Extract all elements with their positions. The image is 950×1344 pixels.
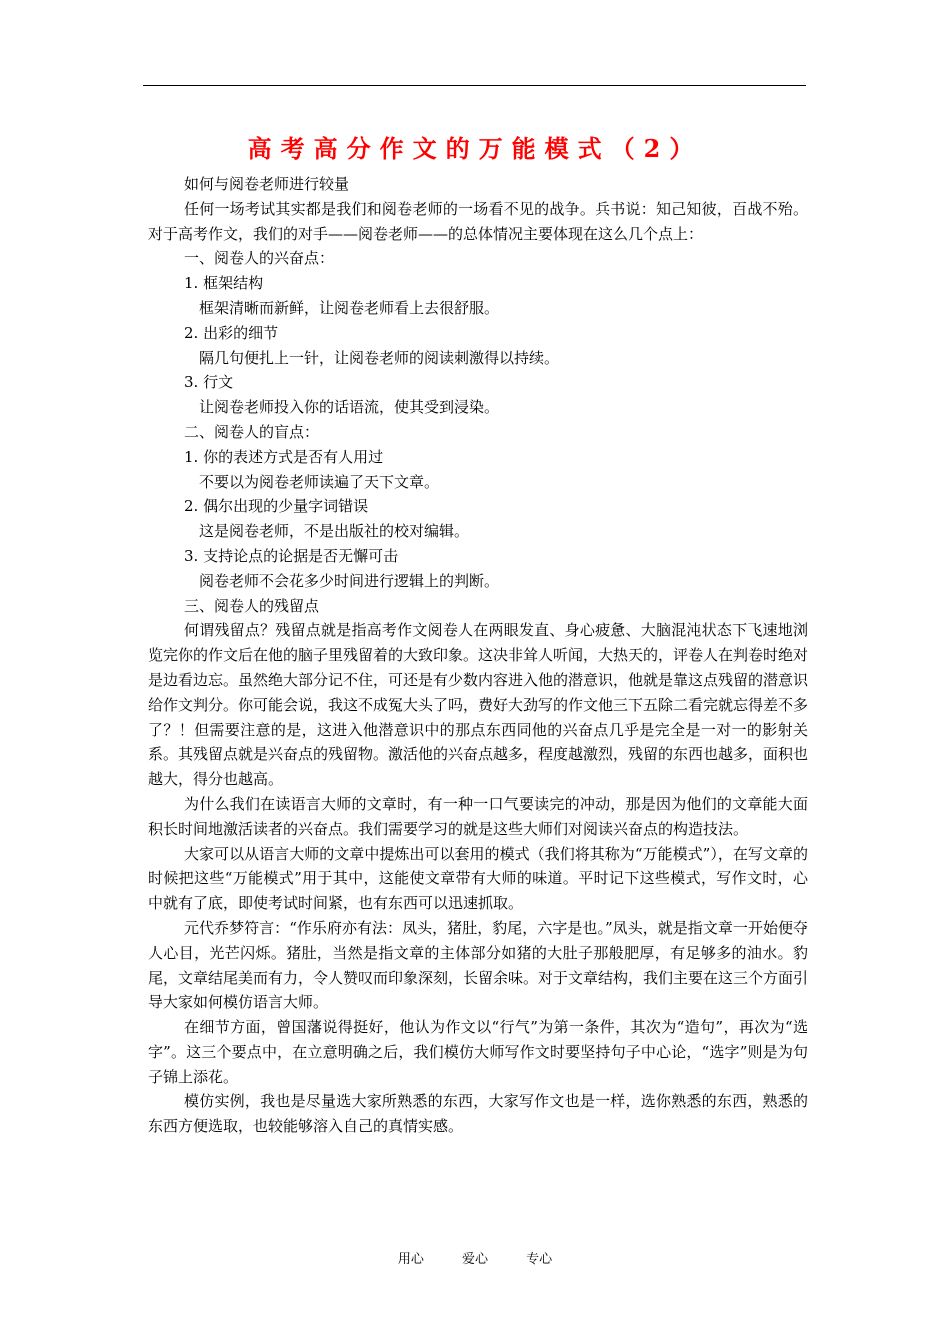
section-heading-2: 二、阅卷人的盲点： — [184, 422, 320, 441]
body-paragraph: 模仿实例，我也是尽量选大家所熟悉的东西，大家写作文也是一样，选你熟悉的东西，熟悉的东西方便选取，也较能够溶入自己的真情实感。 — [148, 1092, 808, 1136]
intro-paragraph: 任何一场考试其实都是我们和阅卷老师的一场看不见的战争。兵书说：知己知彼，百战不殆。对于高考作文，我们的对手——阅卷老师——的总体情况主要体现在这么几个点上： — [148, 199, 808, 243]
body-paragraph: 大家可以从语言大师的文章中提炼出可以套用的模式（我们将其称为“万能模式”），在写文章的时候把这些“万能模式”用于其中，这能使文章带有大师的味道。平时记下这些模式，写作文时，心中就有了底，即使考试时间紧，也有东西可以迅速抓取。 — [148, 844, 808, 913]
section2-item-3-desc: 阅卷老师不会花多少时间进行逻辑上的判断。 — [199, 571, 500, 590]
footer-text: 专心 — [526, 1252, 553, 1267]
document-title: 高考高分作文的万能模式（2） — [247, 134, 703, 163]
section2-item-1-label: 1. 你的表述方式是否有人用过 — [184, 447, 384, 466]
page-footer — [0, 1248, 950, 1267]
section-heading-3: 三、阅卷人的残留点 — [184, 596, 320, 615]
section1-item-3-label: 3. 行文 — [184, 373, 234, 392]
section2-item-2-desc: 这是阅卷老师，不是出版社的校对编辑。 — [199, 522, 470, 541]
subtitle: 如何与阅卷老师进行较量 — [184, 175, 350, 193]
body-paragraph: 元代乔梦符言：“作乐府亦有法：凤头，猪肚，豹尾，六字是也。”凤头，就是指文章一开始便夺人心目，光芒闪烁。猪肚，当然是指文章的主体部分如猪的大肚子那般肥厚，有足够多的油水。豹尾，文章结尾美而有力，令人赞叹而印象深刻，长留余味。对于文章结构，我们主要在这三个方面引导大家如何模仿语言大师。 — [148, 918, 809, 1012]
document-body — [148, 172, 808, 1139]
body-paragraph: 在细节方面，曾国藩说得挺好，他认为作文以“行气”为第一条件，其次为“造句”，再次为“选字”。这三个要点中，在立意明确之后，我们模仿大师写作文时要坚持句子中心论，“选字”则是为句子锦上添花。 — [148, 1018, 808, 1086]
section-heading-1: 一、阅卷人的兴奋点： — [184, 249, 335, 268]
section2-item-1-desc: 不要以为阅卷老师读遍了天下文章。 — [199, 472, 440, 491]
section1-item-1-desc: 框架清晰而新鲜，让阅卷老师看上去很舒服。 — [199, 298, 500, 317]
body-paragraph: 为什么我们在读语言大师的文章时，有一种一口气要读完的冲动，那是因为他们的文章能大面积长时间地激活读者的兴奋点。我们需要学习的就是这些大师们对阅读兴奋点的构造技法。 — [148, 794, 808, 838]
section1-item-2-desc: 隔几句便扎上一针，让阅卷老师的阅读刺激得以持续。 — [199, 348, 560, 367]
section2-item-3-label: 3. 支持论点的论据是否无懈可击 — [184, 546, 399, 565]
footer-text: 用心 — [397, 1252, 424, 1267]
header-rule — [143, 85, 806, 86]
section1-item-2-label: 2. 出彩的细节 — [184, 323, 279, 342]
body-paragraph: 何谓残留点？残留点就是指高考作文阅卷人在两眼发直、身心疲惫、大脑混沌状态下飞速地浏览完你的作文后在他的脑子里残留着的大致印象。这决非耸人听闻，大热天的，评卷人在判卷时绝对是边看边忘。虽然绝大部分记不住，可还是有少数内容进入他的潜意识，他就是靠这点残留的潜意识给作文判分。你可能会说，我这不成冤大头了吗，费好大劲写的作文他三下五除二看完就忘得差不多了？！但需要注意的是，这进入他潜意识中的那点东西同他的兴奋点几乎是完全是一对一的影射关系。其残留点就是兴奋点的残留物。激活他的兴奋点越多，程度越激烈，残留的东西也越多，面积也越大，得分也越高。 — [148, 621, 809, 789]
section1-item-1-label: 1. 框架结构 — [184, 274, 264, 293]
section2-item-2-label: 2. 偶尔出现的少量字词错误 — [184, 497, 369, 516]
section1-item-3-desc: 让阅卷老师投入你的话语流，使其受到浸染。 — [199, 398, 500, 417]
footer-text: 爱心 — [461, 1252, 488, 1267]
